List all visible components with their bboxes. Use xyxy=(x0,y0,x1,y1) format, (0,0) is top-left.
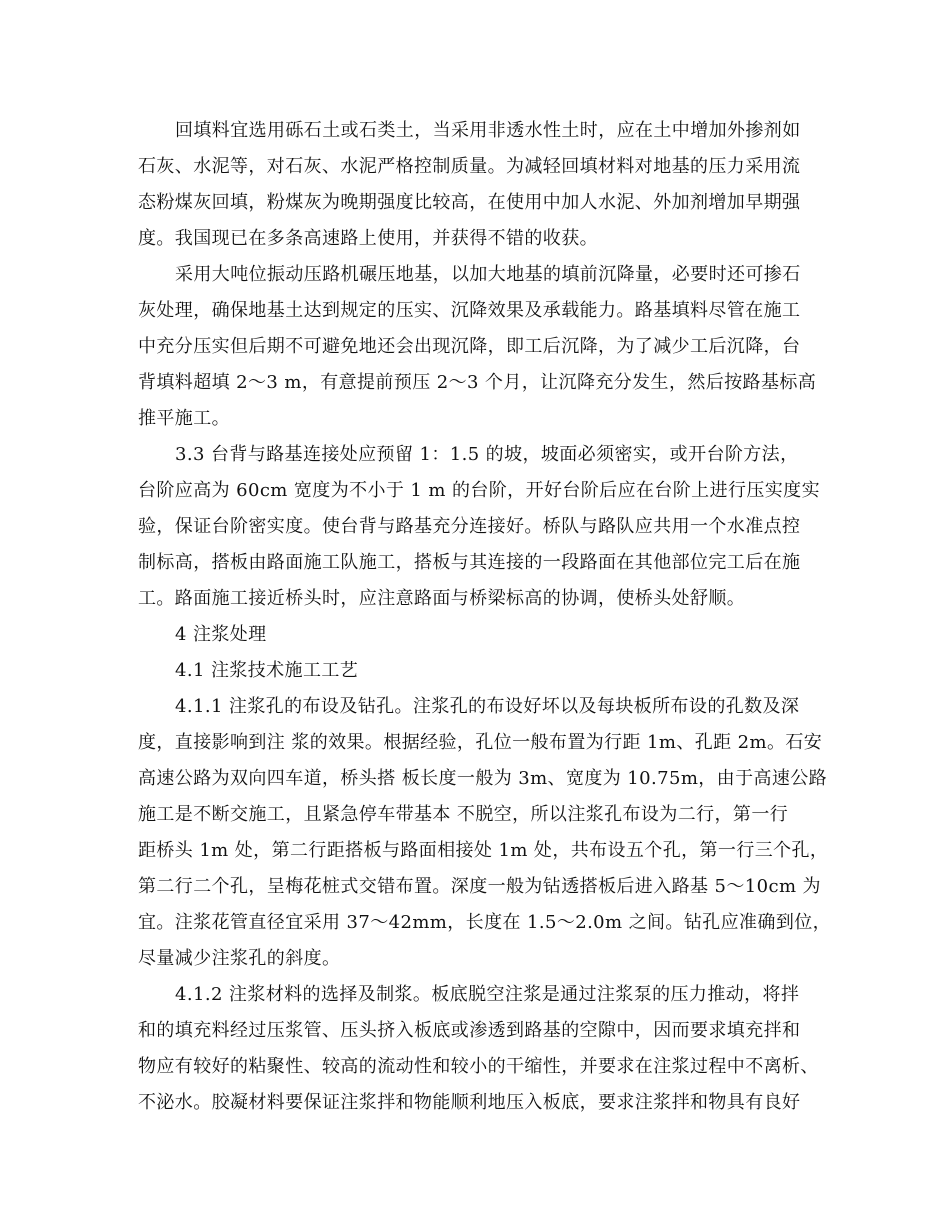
paragraph-line: 灰处理，确保地基土达到规定的压实、沉降效果及承载能力。路基填料尽管在施工 xyxy=(138,300,801,321)
paragraph-line: 推平施工。 xyxy=(138,408,230,429)
paragraph-line: 态粉煤灰回填，粉煤灰为晚期强度比较高，在使用中加人水泥、外加剂增加早期强 xyxy=(138,192,801,213)
paragraph-line: 距桥头 1m 处，第二行距搭板与路面相接处 1m 处，共布设五个孔，第一行三个孔， xyxy=(138,840,829,861)
paragraph-line: 4.1.1 注浆孔的布设及钻孔。注浆孔的布设好坏以及每块板所布设的孔数及深 xyxy=(175,696,800,717)
paragraph-line: 采用大吨位振动压路机碾压地基，以加大地基的填前沉降量，必要时还可掺石 xyxy=(175,264,801,285)
paragraph-line: 宜。注浆花管直径宜采用 37～42mm，长度在 1.5～2.0m 之间。钻孔应准确到位， xyxy=(138,912,832,933)
subsection-heading: 4.1 注浆技术施工工艺 xyxy=(175,660,359,681)
paragraph-line: 4.1.2 注浆材料的选择及制浆。板底脱空注浆是通过注浆泵的压力推动，将拌 xyxy=(175,984,800,1005)
paragraph-line: 工。路面施工接近桥头时，应注意路面与桥梁标高的协调，使桥头处舒顺。 xyxy=(138,588,746,609)
paragraph-line: 度，直接影响到注 浆的效果。根据经验，孔位一般布置为行距 1m、孔距 2m。石安 xyxy=(138,732,823,753)
paragraph-line: 背填料超填 2～3 m，有意提前预压 2～3 个月，让沉降充分发生，然后按路基标高 xyxy=(138,372,817,393)
paragraph-line: 中充分压实但后期不可避免地还会出现沉降，即工后沉降，为了减少工后沉降，台 xyxy=(138,336,801,357)
paragraph-line: 台阶应高为 60cm 宽度为不小于 1 m 的台阶，开好台阶后应在台阶上进行压实度实 xyxy=(138,480,820,501)
section-heading: 4 注浆处理 xyxy=(175,624,267,645)
paragraph-line: 尽量减少注浆孔的斜度。 xyxy=(138,948,341,969)
paragraph-line: 石灰、水泥等，对石灰、水泥严格控制质量。为减轻回填材料对地基的压力采用流 xyxy=(138,156,801,177)
paragraph-line: 验，保证台阶密实度。使台背与路基充分连接好。桥队与路队应共用一个水准点控 xyxy=(138,516,801,537)
paragraph-line: 度。我国现已在多条高速路上使用，并获得不错的收获。 xyxy=(138,228,598,249)
paragraph-line: 回填料宜选用砾石土或石类土，当采用非透水性土时，应在土中增加外掺剂如 xyxy=(175,120,801,141)
paragraph-line: 制标高，搭板由路面施工队施工，搭板与其连接的一段路面在其他部位完工后在施 xyxy=(138,552,801,573)
paragraph-line: 和的填充料经过压浆管、压头挤入板底或渗透到路基的空隙中，因而要求填充拌和 xyxy=(138,1020,801,1041)
paragraph-line: 3.3 台背与路基连接处应预留 1：1.5 的坡，坡面必须密实，或开台阶方法， xyxy=(175,444,799,465)
paragraph-line: 施工是不断交施工，且紧急停车带基本 不脱空，所以注浆孔布设为二行，第一行 xyxy=(138,804,789,825)
paragraph-line: 物应有较好的粘聚性、较高的流动性和较小的干缩性，并要求在注浆过程中不离析、 xyxy=(138,1056,819,1077)
paragraph-line: 不泌水。胶凝材料要保证注浆拌和物能顺利地压入板底，要求注浆拌和物具有良好 xyxy=(138,1092,801,1113)
paragraph-line: 第二行二个孔，呈梅花桩式交错布置。深度一般为钻透搭板后进入路基 5～10cm 为 xyxy=(138,876,821,897)
paragraph-line: 高速公路为双向四车道，桥头搭 板长度一般为 3m、宽度为 10.75m，由于高速公路 xyxy=(138,768,828,789)
